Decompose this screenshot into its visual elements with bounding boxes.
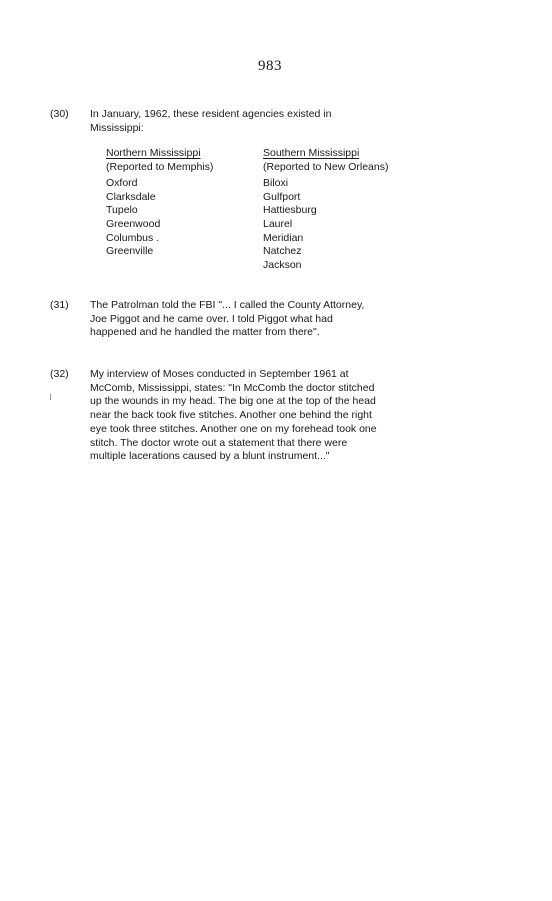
list-item: Jackson [263, 258, 302, 271]
column-subtitle: (Reported to New Orleans) [263, 160, 389, 173]
footnote-31 [50, 299, 430, 340]
footnote-30 [50, 108, 430, 135]
southern-column [263, 147, 388, 272]
footnote-line: In January, 1962, these resident agencies existed in [90, 108, 332, 120]
list-item: Hattiesburg [263, 204, 317, 217]
footnote-line: happened and he handled the matter from there". [90, 326, 320, 339]
column-title: Northern Mississippi [106, 147, 201, 159]
margin-mark [50, 394, 51, 400]
footnote-line: multiple lacerations caused by a blunt instrument..." [90, 450, 330, 463]
footnote-line: Mississippi: [90, 121, 144, 134]
footnote-line: stitch. The doctor wrote out a statement that there were [90, 436, 348, 449]
list-item: Tupelo [106, 204, 138, 217]
column-subtitle: (Reported to Memphis) [106, 160, 214, 173]
footnote-line: eye took three stitches. Another one on my forehead took one [90, 422, 377, 435]
list-item: Greenville [106, 245, 154, 258]
footnote-number: (31) [50, 299, 69, 311]
footnote-line: up the wounds in my head. The big one at the top of the head [90, 395, 376, 408]
footnote-text [90, 368, 430, 464]
list-item: Gulfport [263, 190, 301, 203]
page-number: 983 [258, 58, 282, 74]
footnote-text [90, 299, 430, 340]
list-item: Oxford [106, 177, 138, 190]
list-item: Clarksdale [106, 190, 156, 203]
list-item: Biloxi [263, 177, 289, 190]
footnote-line: McComb, Mississippi, states: "In McComb the doctor stitched [90, 381, 375, 394]
footnote-line: The Patrolman told the FBI "... I called the County Attorney, [90, 299, 365, 311]
list-item: Greenwood [106, 217, 161, 230]
agency-list [106, 177, 213, 259]
list-item: Laurel [263, 217, 293, 230]
list-item: Natchez [263, 245, 302, 258]
footnote-line: My interview of Moses conducted in September 1961 at [90, 368, 349, 380]
footnote-line: Joe Piggot and he came over. I told Piggot what had [90, 312, 333, 325]
footnote-number: (32) [50, 368, 69, 380]
footnote-text [90, 108, 430, 135]
agency-list [263, 177, 388, 272]
footnote-line: near the back took five stitches. Another one behind the right [90, 409, 372, 422]
list-item: Columbus . [106, 231, 160, 244]
column-title: Southern Mississippi [263, 147, 360, 159]
list-item: Meridian [263, 231, 304, 244]
footnote-number: (30) [50, 108, 69, 120]
footnote-32 [50, 368, 430, 464]
northern-column [106, 147, 213, 259]
